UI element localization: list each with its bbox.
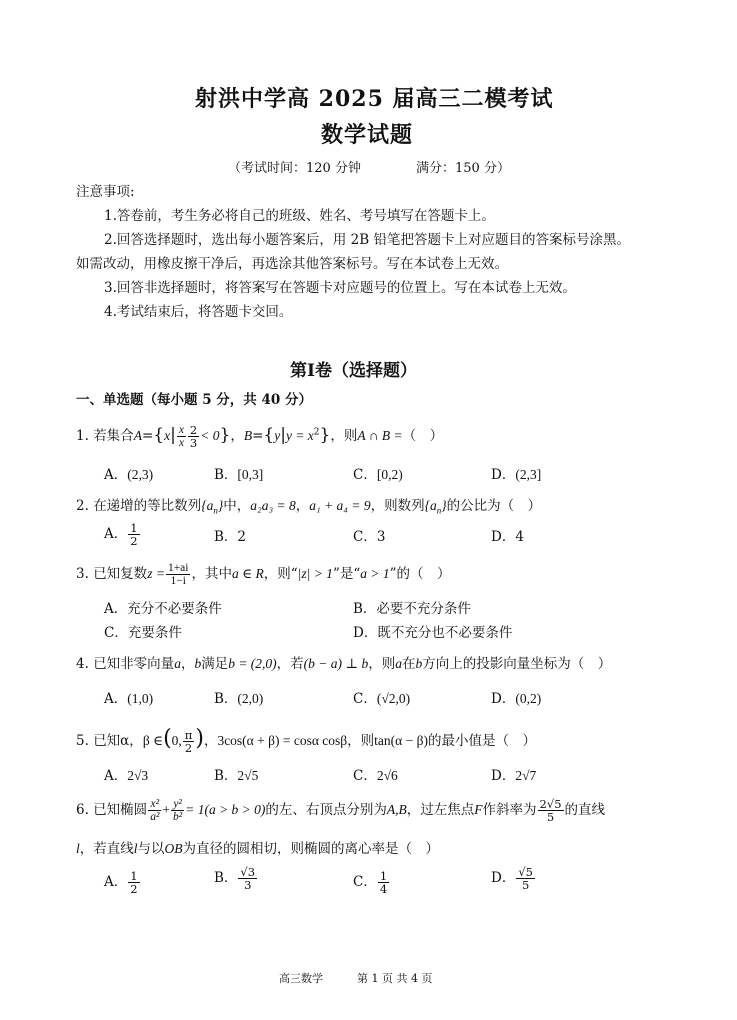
q5-mid: ，则 <box>347 733 375 749</box>
q3-pre: 已知复数 <box>93 566 148 583</box>
q1-frac1: $\frac{x}{x}$ <box>178 424 184 450</box>
q2-number: 2. <box>76 498 89 514</box>
notes-heading: 注意事项: <box>76 184 135 200</box>
q5-pi-frac: $\frac{\pi}{2}$ <box>184 727 193 755</box>
q4-option-c: C．(√2,0) <box>353 691 411 707</box>
q2-then: ，则数列 <box>370 498 425 514</box>
q6-option-a-frac: $\frac{1}{2}$ <box>130 869 138 897</box>
q2-mid: 中， <box>223 498 251 514</box>
q3-a-real: a ∈ R <box>231 566 264 582</box>
q6-pre: 已知椭圆 <box>93 802 148 819</box>
q5-open: ( <box>163 726 172 751</box>
q1-lt0: < 0 <box>200 428 220 444</box>
q5-zero: 0, <box>171 733 182 748</box>
exam-title: 射洪中学高 2025 届高三二模考试 <box>195 86 554 112</box>
q5-option-a: A．2√3 <box>104 768 149 784</box>
q1-frac2: $\frac{2}{3}$ <box>189 423 198 451</box>
q1-option-b: B．[0,3] <box>214 467 264 483</box>
q1-sup2: 2 <box>313 427 320 438</box>
q6-ab: A,B <box>386 802 407 818</box>
q5-tail: 的最小值是（ ） <box>427 733 536 749</box>
q1-brace2-open: { <box>263 425 275 446</box>
q1-var-x: x <box>164 428 171 444</box>
q4-perp: (b − a) ⊥ b <box>303 656 369 671</box>
q2-sum: a₁ + a₄ = 9 <box>309 498 371 513</box>
q3-option-b: B．必要不充分条件 <box>353 601 471 617</box>
q1-then: ，则 <box>330 428 358 445</box>
q4-tail: 方向上的投影向量坐标为（ ） <box>422 656 612 672</box>
q5-beta: β ∈ <box>142 733 164 748</box>
q1-brace2-close: } <box>319 425 331 446</box>
q2-seq2: $\{a_n\}$ <box>424 498 447 516</box>
q1-brace-open: { <box>153 425 165 446</box>
q4-pre: 已知非零向量 <box>93 656 175 672</box>
note-2b: 如需改动，用橡皮擦干净后，再选涂其他答案标号。写在本试卷上无效。 <box>76 256 508 272</box>
q6-l: l <box>76 841 80 856</box>
exam-time: （考试时间：120 分钟 <box>228 161 361 176</box>
exam-score: 满分：150 分） <box>416 161 510 176</box>
q6-l2: l <box>133 841 138 856</box>
question-2 <box>76 494 541 516</box>
q4-mid4: 在 <box>401 656 416 672</box>
q2-seq: $\{a_n\}$ <box>201 498 224 516</box>
q6-option-b-frac: $\frac{√3}{3}$ <box>240 865 256 893</box>
q1-set-a: A <box>133 428 142 444</box>
q1-brace-close: } <box>219 425 231 446</box>
q3-option-d: D．既不充分也不必要条件 <box>353 625 513 641</box>
q2-comma: ， <box>295 498 310 514</box>
q6-mid2: ，过左焦点 <box>406 802 475 819</box>
q6-option-b: B． $\frac{√3}{3}$ <box>214 865 256 893</box>
q6-ob: OB <box>164 841 183 856</box>
q6-slope-frac: $\frac{2√5}{5}$ <box>539 797 562 825</box>
q5-option-c: C．2√6 <box>353 768 398 784</box>
q6-option-c-frac: $\frac{1}{4}$ <box>379 869 388 897</box>
question-5 <box>76 726 536 754</box>
q4-vec-a2: a <box>395 656 402 671</box>
q2-pre: 在递增的等比数列 <box>93 498 202 514</box>
q4-mid: 满足 <box>201 656 229 672</box>
q1-number: 1. <box>76 428 89 445</box>
q3-tail: ”的（ ） <box>389 566 451 583</box>
q1-intersection: A ∩ B = <box>357 428 403 444</box>
q1-var-y: y <box>274 428 281 444</box>
q6-frac-y: $\frac{\text{y²}}{\text{b²}}$ <box>173 798 183 824</box>
q6-option-a: A． $\frac{1}{2}$ <box>104 869 138 897</box>
q5-comma: ， <box>203 733 218 749</box>
q4-b-eq: b = (2,0) <box>228 656 277 671</box>
q5-tan: tan(α − β) <box>374 733 428 748</box>
part-heading: 一、单选题（每小题 5 分，共 40 分） <box>76 392 312 408</box>
q4-mid2: ，若 <box>276 656 304 672</box>
question-1 <box>76 424 443 449</box>
q4-mid3: ，则 <box>368 656 396 672</box>
q4-option-b: B．(2,0) <box>214 691 264 707</box>
q3-frac: $\frac{1+ai}{1-i}$ <box>167 562 189 588</box>
q1-paren: （ ） <box>402 428 444 445</box>
q5-equation: 3cos(α + β) = cosα cosβ <box>217 733 348 748</box>
q3-cond: |z| > 1 <box>297 566 333 582</box>
q6-option-d-frac: $\frac{√5}{5}$ <box>518 865 533 893</box>
q3-mid2: ，则“ <box>263 566 298 583</box>
section-title: 第Ⅰ卷（选择题） <box>290 361 417 381</box>
q1-option-d: D．(2,3] <box>491 467 542 483</box>
q6-line2a: ，若直线 <box>79 841 134 857</box>
q1-pre: 若集合 <box>93 428 134 445</box>
q1-eq: = <box>141 428 154 445</box>
q4-option-a: A．(1,0) <box>104 691 154 707</box>
q5-option-d: D．2√7 <box>491 768 537 784</box>
q6-frac-x: $\frac{\text{x²}}{\text{a²}}$ <box>150 798 160 824</box>
note-1: 1.答卷前，考生务必将自己的班级、姓名、考号填写在答题卡上。 <box>104 208 495 224</box>
q6-eq: = 1(a > b > 0) <box>185 802 266 818</box>
q6-line2c: 为直径的圆相切，则椭圆的离心率是（ ） <box>182 841 440 857</box>
note-4: 4.考试结束后，将答题卡交回。 <box>104 304 293 320</box>
q2-option-a: A． $\frac{1}{2}$ <box>104 521 138 549</box>
footer-page: 第 1 页 共 4 页 <box>357 972 433 985</box>
q3-z: z = <box>147 566 165 582</box>
exam-subtitle: 数学试题 <box>321 122 414 148</box>
q6-line2b: 与以 <box>137 841 165 857</box>
q6-f: F <box>474 802 483 818</box>
q1-option-c: C．[0,2) <box>353 467 403 483</box>
q1-set-b: B <box>243 428 253 444</box>
question-6 <box>76 798 605 823</box>
q4-comma: ， <box>180 656 195 672</box>
q6-plus: + <box>162 802 171 818</box>
question-4 <box>76 652 611 672</box>
q2-option-a-frac: $\frac{1}{2}$ <box>130 521 138 549</box>
q5-pre: 已知α， <box>93 733 143 749</box>
q3-mid3: ”是“ <box>332 566 361 583</box>
q2-option-d: D．4 <box>491 529 524 545</box>
q6-mid3: 作斜率为 <box>482 802 537 819</box>
q4-vec-b: b <box>194 656 202 671</box>
q3-cond2: a > 1 <box>360 566 390 582</box>
q4-option-d: D．(0,2) <box>491 691 542 707</box>
note-3: 3.回答非选择题时，将答案写在答题卡对应题号的位置上。写在本试卷上无效。 <box>104 280 576 296</box>
q2-product: a₂a₃ = 8 <box>250 498 296 513</box>
q2-option-b: B．2 <box>214 529 247 545</box>
q3-mid: ，其中 <box>191 566 232 583</box>
question-3 <box>76 562 451 587</box>
q6-tail: 的直线 <box>564 802 606 819</box>
q4-number: 4. <box>76 656 89 672</box>
q5-option-b: B．2√5 <box>214 768 259 784</box>
question-6-line2 <box>76 837 439 857</box>
q2-option-c: C．3 <box>353 529 386 545</box>
q1-bar: | <box>170 425 176 446</box>
q3-option-c: C．充要条件 <box>104 625 182 641</box>
q4-vec-b2: b <box>415 656 423 671</box>
q1-option-a: A．(2,3) <box>104 467 154 483</box>
q5-number: 5. <box>76 733 89 749</box>
q6-mid: 的左、右顶点分别为 <box>265 802 387 819</box>
q3-option-a: A．充分不必要条件 <box>104 601 222 617</box>
q1-comma: ， <box>230 428 244 445</box>
footer-subject: 高三数学 <box>279 972 323 985</box>
q6-number: 6. <box>76 802 89 819</box>
q2-tail: 的公比为（ ） <box>446 498 542 514</box>
note-2a: 2.回答选择题时，选出每小题答案后，用 2B 铅笔把答题卡上对应题目的答案标号涂黑。 <box>104 232 630 248</box>
q3-number: 3. <box>76 566 89 583</box>
q1-bar2: | <box>280 425 286 446</box>
q6-option-d: D． $\frac{√5}{5}$ <box>491 865 533 893</box>
q1-eq2: = <box>252 428 264 445</box>
q1-yeq: y = x <box>285 428 314 444</box>
q6-option-c: C． $\frac{1}{4}$ <box>353 869 388 897</box>
q5-close: ) <box>195 726 204 751</box>
q4-vec-a: a <box>174 656 181 671</box>
